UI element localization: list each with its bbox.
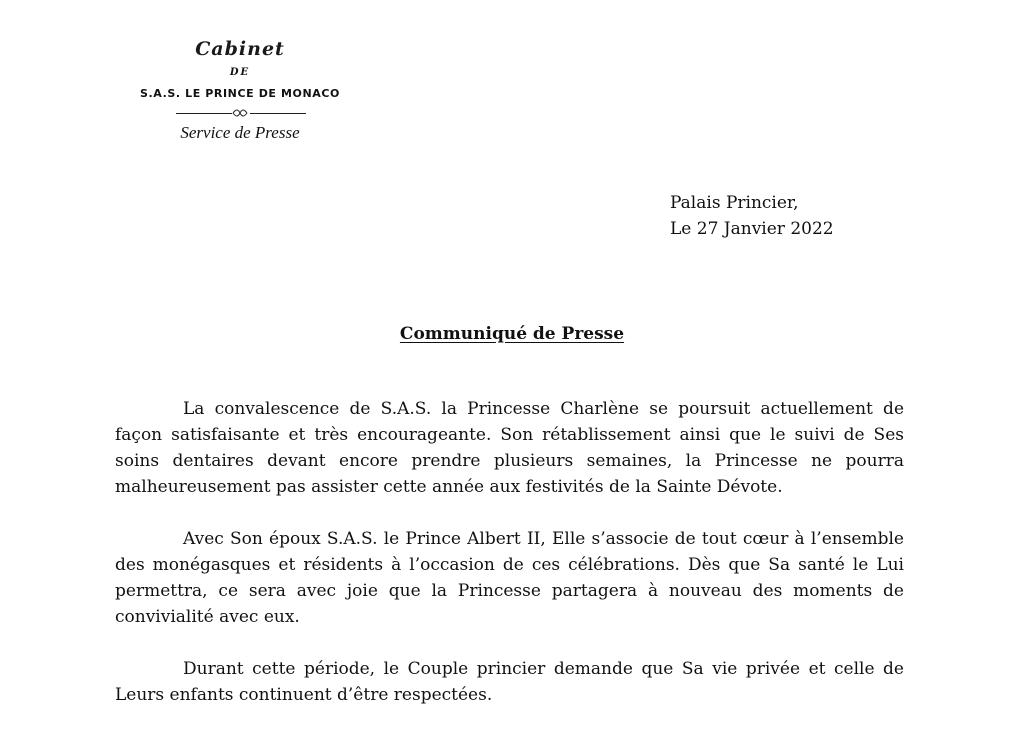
date-line: Le 27 Janvier 2022 [670,219,834,239]
place-date-block [670,190,834,242]
body-paragraph: Durant cette période, le Couple princier demande que Sa vie privée et celle de Leurs enfants continuent d’être respectées. [115,659,904,705]
ornament-rule-left [176,113,232,114]
body-paragraph: La convalescence de S.A.S. la Princesse Charlène se poursuit actuellement de façon satisfaisante et très encourageante. Son rétablissement ainsi que le suivi de Ses soins dentaires devant encore prendre plusieurs semaines, la Princesse ne pourra malheureusement pas assister cette année aux festivités de la Sainte Dévote. [115,399,904,497]
body-paragraph: Avec Son époux S.A.S. le Prince Albert II, Elle s’associe de tout cœur à l’ensemble des monégasques et résidents à l’occasion de ces célébrations. Dès que Sa santé le Lui permettra, ce sera avec joie que la Princesse partagera à nouveau des moments de convivialité avec eux. [115,529,904,627]
letterhead-de: DE [229,67,251,78]
place-line: Palais Princier, [670,193,799,213]
document-body [115,396,904,734]
document-title-text: Communiqué de Presse [399,324,625,344]
letterhead [120,36,360,144]
ornament-rule-right [250,113,306,114]
letterhead-service: Service de Presse [180,123,300,142]
letterhead-prince: S.A.S. LE PRINCE DE MONACO [139,87,341,100]
document-title [0,320,1024,348]
letterhead-cabinet: Cabinet [195,38,285,60]
letterhead-ornament [120,108,360,120]
ornament-knot-icon [232,109,248,117]
